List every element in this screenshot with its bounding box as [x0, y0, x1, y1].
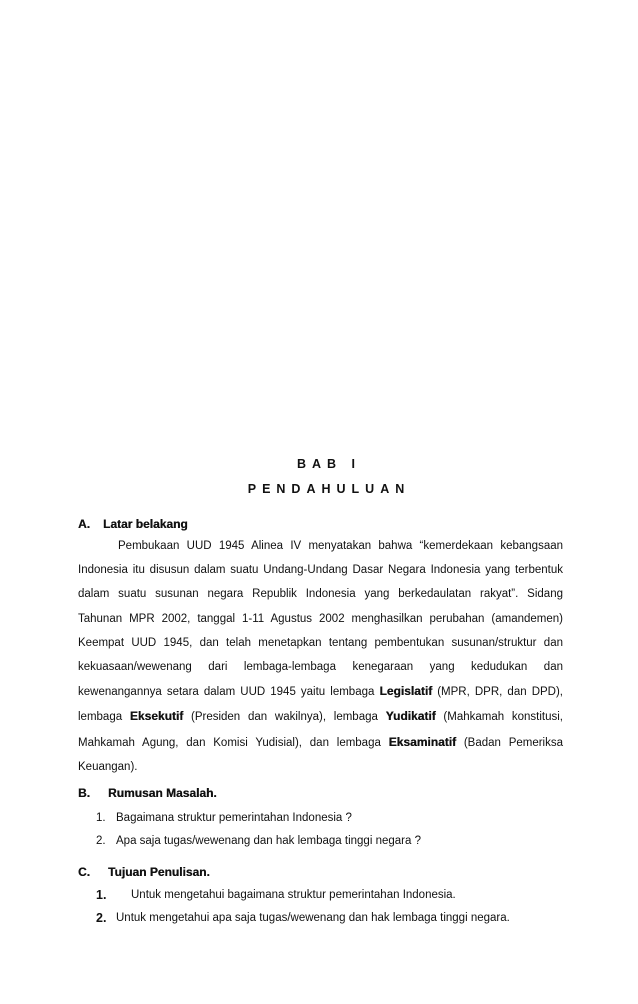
problem-list [78, 807, 563, 853]
text-run: kewenangannya setara dalam UUD 1945 yaitu lembaga [78, 686, 380, 699]
list-text: Untuk mengetahui bagaimana struktur pemerintahan Indonesia. [131, 889, 456, 901]
section-heading-text: Rumusan Masalah. [108, 786, 217, 800]
list-text: Bagaimana struktur pemerintahan Indonesia ? [116, 812, 352, 824]
section-background [78, 514, 563, 779]
list-item [78, 830, 563, 853]
section-writing-objectives [78, 862, 563, 930]
text-run: lembaga [78, 711, 130, 724]
chapter-title: PENDAHULUAN [247, 482, 411, 496]
objective-list [78, 884, 563, 930]
text-run: Mahkamah Agung, dan Komisi Yudisial), dan lembaga [78, 736, 389, 749]
section-heading [78, 514, 563, 534]
term-eksaminatif: Eksaminatif [388, 734, 457, 749]
list-text: Apa saja tugas/wewenang dan hak lembaga tinggi negara ? [116, 835, 421, 847]
list-item [78, 884, 563, 907]
section-heading [78, 862, 563, 882]
background-paragraph [78, 534, 563, 779]
paragraph-line: Tahunan MPR 2002, tanggal 1-11 Agustus 2002 menghasilkan perubahan (amandemen) [78, 612, 563, 625]
list-number: 2. [96, 835, 106, 847]
list-number: 2. [96, 911, 107, 925]
chapter-number: BAB I [296, 457, 362, 471]
section-problem-formulation [78, 783, 563, 853]
paragraph-line: dalam suatu susunan negara Republik Indonesia yang berkedaulatan rakyat”. Sidang [78, 588, 563, 601]
text-run: (Mahkamah konstitusi, [435, 711, 564, 724]
paragraph-line: Pembukaan UUD 1945 Alinea IV menyatakan bahwa “kemerdekaan kebangsaan [118, 540, 563, 552]
term-yudikatif: Yudikatif [385, 709, 436, 724]
term-eksekutif: Eksekutif [129, 709, 184, 724]
section-heading [78, 783, 563, 803]
term-legislatif: Legislatif [379, 684, 433, 699]
text-run: (MPR, DPR, dan DPD), [432, 686, 563, 699]
text-run: (Presiden dan wakilnya), lembaga [183, 711, 386, 724]
list-number: 1. [96, 812, 106, 824]
section-heading-text: Tujuan Penulisan. [108, 865, 210, 879]
section-letter: A. [78, 517, 90, 531]
paragraph-line [78, 730, 563, 755]
section-letter: C. [78, 865, 90, 879]
paragraph-line: Keempat UUD 1945, dan telah menetapkan tentang pembentukan susunan/struktur dan [78, 636, 563, 649]
paragraph-line: kekuasaan/wewenang dari lembaga-lembaga kenegaraan yang kedudukan dan [78, 661, 563, 674]
section-letter: B. [78, 786, 90, 800]
paragraph-line [78, 704, 563, 729]
list-number: 1. [96, 888, 107, 902]
section-heading-text: Latar belakang [103, 517, 188, 531]
list-item [78, 807, 563, 830]
list-text: Untuk mengetahui apa saja tugas/wewenang dan hak lembaga tinggi negara. [116, 912, 510, 924]
list-item [78, 907, 563, 930]
paragraph-line [78, 679, 563, 704]
paragraph-line: Indonesia itu disusun dalam suatu Undang-Undang Dasar Negara Indonesia yang terbentuk [78, 564, 563, 577]
paragraph-line: Keuangan). [78, 760, 138, 773]
text-run: (Badan Pemeriksa [456, 736, 564, 749]
